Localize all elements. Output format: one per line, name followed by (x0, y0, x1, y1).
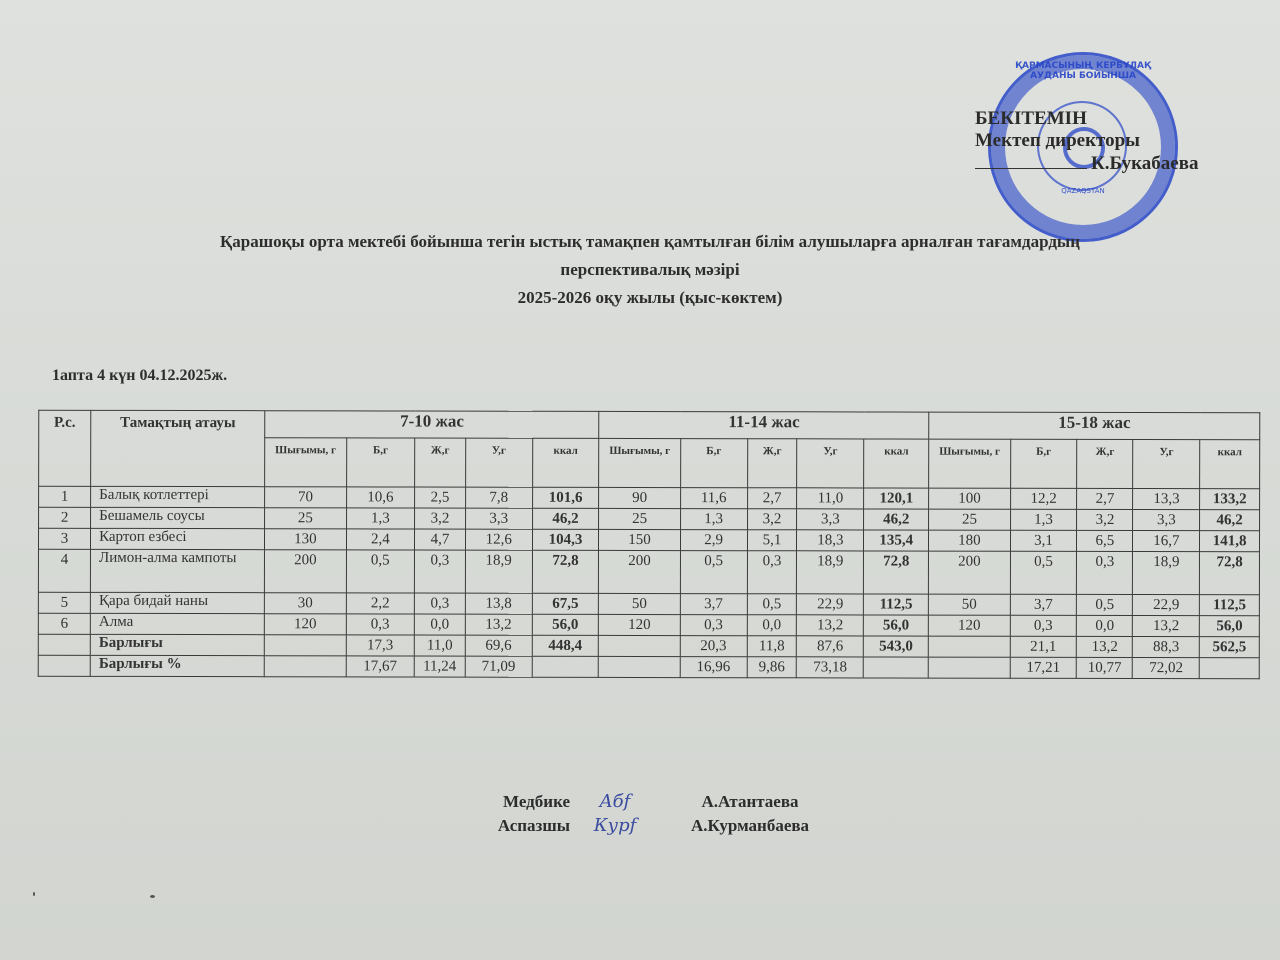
approval-heading: БЕКІТЕМІН (975, 108, 1087, 129)
paper-speck (150, 895, 155, 898)
cell-index: 6 (38, 613, 90, 634)
cell-kcal (1199, 658, 1259, 679)
cell-carbs: 3,3 (797, 509, 864, 530)
header-dish-name: Тамақтың атауы (91, 410, 265, 486)
table-row-total (38, 634, 1259, 658)
cell-protein: 0,5 (680, 551, 747, 594)
cell-index (38, 634, 90, 655)
cell-protein: 0,5 (346, 550, 415, 593)
cell-protein: 17,21 (1010, 657, 1077, 678)
cell-protein: 17,67 (346, 656, 415, 677)
header-row-age-groups (39, 410, 1260, 440)
cell-fat: 3,2 (1077, 509, 1133, 530)
cell-kcal: 56,0 (1200, 616, 1260, 637)
cell-carbs: 13,2 (1133, 616, 1200, 637)
handwritten-signature: Aбf (599, 791, 631, 812)
cell-protein: 2,2 (346, 593, 415, 614)
cell-carbs: 12,6 (465, 529, 532, 550)
cell-kcal: 72,8 (532, 550, 599, 593)
header-yield: Шығымы, г (929, 439, 1010, 488)
cell-protein: 1,3 (346, 508, 415, 529)
cell-kcal: 56,0 (532, 614, 599, 635)
cell-fat: 0,3 (414, 593, 465, 614)
cell-kcal: 135,4 (864, 530, 929, 551)
cell-yield: 200 (265, 550, 346, 593)
cell-index: 4 (38, 549, 90, 592)
approval-signatory: К.Букабаева (1091, 153, 1199, 174)
cell-protein: 3,7 (680, 594, 747, 615)
header-carbs: У,г (797, 439, 864, 488)
header-kcal: ккал (1200, 440, 1260, 489)
cell-fat: 0,0 (1077, 615, 1133, 636)
cell-kcal: 112,5 (864, 594, 929, 615)
approval-block (975, 108, 1245, 175)
cell-carbs: 88,3 (1133, 637, 1200, 658)
cell-carbs: 11,0 (797, 488, 864, 509)
cell-kcal: 56,0 (864, 615, 929, 636)
cell-kcal: 448,4 (532, 635, 599, 656)
cell-protein: 0,3 (346, 614, 415, 635)
table-row (39, 486, 1260, 510)
cell-carbs: 3,3 (465, 508, 532, 529)
header-fat: Ж,г (747, 439, 797, 488)
cell-kcal: 112,5 (1200, 595, 1260, 616)
cell-index: 2 (39, 507, 91, 528)
cell-carbs: 13,8 (465, 593, 532, 614)
cell-dish-name: Балық котлеттері (91, 486, 265, 507)
cell-protein: 10,6 (346, 487, 415, 508)
cell-yield: 120 (265, 614, 346, 635)
cell-protein: 1,3 (680, 509, 747, 530)
cell-protein: 0,3 (1010, 615, 1077, 636)
table-row (38, 528, 1259, 552)
cell-yield: 200 (599, 550, 680, 593)
cell-yield: 70 (265, 487, 346, 508)
cell-fat: 0,3 (747, 551, 797, 594)
header-fat: Ж,г (415, 438, 466, 487)
cell-protein: 11,6 (680, 488, 747, 509)
cell-total-label: Барлығы % (90, 655, 264, 676)
signers-block (470, 790, 840, 838)
cell-fat: 11,0 (414, 635, 465, 656)
menu-table-body (38, 486, 1259, 679)
cell-yield: 50 (929, 594, 1010, 615)
cell-carbs: 72,02 (1133, 658, 1200, 679)
table-row (38, 613, 1259, 637)
cell-fat: 11,8 (747, 636, 797, 657)
cell-protein: 0,3 (680, 615, 747, 636)
title-line-2: перспективалық мәзірі (560, 260, 740, 279)
header-age-15-18: 15-18 жас (929, 412, 1260, 440)
cell-yield: 30 (265, 593, 346, 614)
cell-kcal (863, 657, 928, 678)
cell-protein: 3,1 (1010, 530, 1077, 551)
cell-protein: 0,5 (1010, 551, 1077, 594)
cell-yield: 25 (599, 508, 680, 529)
cell-protein: 21,1 (1010, 636, 1077, 657)
stamp-text: ҚАРМАСЫНЫҢ КЕРБҰЛАҚ АУДАНЫ БОЙЫНША (1015, 61, 1151, 81)
header-age-7-10: 7-10 жас (265, 411, 599, 439)
signer-row-nurse (470, 790, 840, 814)
cell-dish-name: Бешамель соусы (91, 507, 265, 528)
header-kcal: ккал (864, 439, 929, 488)
cell-carbs: 13,2 (465, 614, 532, 635)
cell-fat: 6,5 (1077, 530, 1133, 551)
cell-yield: 120 (929, 615, 1010, 636)
cell-fat: 9,86 (747, 657, 797, 678)
cell-protein: 12,2 (1010, 488, 1077, 509)
table-row (39, 507, 1260, 531)
cell-kcal: 543,0 (863, 636, 928, 657)
cell-yield (928, 636, 1009, 657)
cell-fat: 2,7 (1077, 488, 1133, 509)
cell-fat: 11,24 (414, 656, 465, 677)
cell-fat: 2,7 (747, 488, 797, 509)
cell-yield: 150 (599, 529, 680, 550)
cell-carbs: 18,9 (465, 550, 532, 593)
cell-yield: 100 (929, 488, 1010, 509)
cell-carbs: 7,8 (465, 487, 532, 508)
cell-yield (264, 656, 345, 677)
signer-name: А.Курманбаева (690, 816, 810, 835)
header-yield: Шығымы, г (265, 438, 346, 487)
header-protein: Б,г (1010, 439, 1077, 488)
title-line-3: 2025-2026 оқу жылы (қыс-көктем) (517, 288, 783, 307)
header-rs: Р.с. (39, 410, 91, 486)
cell-index: 1 (39, 486, 91, 507)
cell-carbs: 87,6 (797, 636, 864, 657)
cell-fat: 0,5 (1077, 594, 1133, 615)
cell-carbs: 71,09 (465, 656, 532, 677)
cell-kcal: 120,1 (864, 488, 929, 509)
cell-yield: 90 (599, 487, 680, 508)
cell-yield: 200 (929, 551, 1010, 594)
cell-fat: 3,2 (415, 508, 466, 529)
cell-carbs: 73,18 (797, 657, 864, 678)
cell-total-label: Барлығы (90, 634, 264, 655)
cell-carbs: 69,6 (465, 635, 532, 656)
table-row (38, 549, 1259, 595)
cell-fat: 0,3 (1077, 551, 1133, 594)
header-age-11-14: 11-14 жас (599, 411, 929, 439)
cell-protein: 17,3 (346, 635, 415, 656)
cell-fat: 13,2 (1077, 636, 1133, 657)
cell-carbs: 18,9 (1133, 552, 1200, 595)
header-protein: Б,г (680, 439, 747, 488)
cell-kcal: 72,8 (864, 551, 929, 594)
cell-kcal: 562,5 (1200, 637, 1260, 658)
cell-kcal: 67,5 (532, 593, 599, 614)
cell-index (38, 655, 90, 676)
table-row-total-percent (38, 655, 1259, 679)
cell-yield (599, 635, 680, 656)
cell-carbs: 22,9 (797, 594, 864, 615)
cell-kcal: 101,6 (532, 487, 599, 508)
cell-yield (928, 657, 1009, 678)
cell-yield: 120 (599, 614, 680, 635)
cell-kcal: 141,8 (1200, 531, 1260, 552)
cell-fat: 0,0 (747, 615, 797, 636)
cell-fat: 0,0 (414, 614, 465, 635)
cell-carbs: 22,9 (1133, 595, 1200, 616)
header-carbs: У,г (1133, 440, 1200, 489)
cell-yield (264, 635, 345, 656)
cell-carbs: 16,7 (1133, 531, 1200, 552)
cell-fat: 2,5 (415, 487, 466, 508)
cell-index: 5 (38, 592, 90, 613)
table-row (38, 592, 1259, 616)
signature-underline (975, 152, 1087, 169)
approval-position: Мектеп директоры (975, 130, 1141, 151)
cell-protein: 16,96 (680, 657, 747, 678)
menu-table (38, 410, 1261, 680)
approval-signature-line (975, 152, 1245, 175)
header-yield: Шығымы, г (599, 438, 680, 487)
header-protein: Б,г (346, 438, 415, 487)
cell-yield: 25 (929, 509, 1010, 530)
cell-kcal (532, 656, 599, 677)
handwritten-signature: Курf (593, 815, 637, 836)
cell-fat: 0,5 (747, 594, 797, 615)
cell-protein: 1,3 (1010, 509, 1077, 530)
signer-role: Медбике (503, 792, 570, 811)
signer-name: А.Атантаева (701, 792, 799, 811)
signer-row-cook (470, 814, 840, 838)
cell-fat: 10,77 (1077, 657, 1133, 678)
cell-protein: 2,4 (346, 529, 415, 550)
cell-fat: 3,2 (747, 509, 797, 530)
cell-kcal: 46,2 (864, 509, 929, 530)
cell-dish-name: Картоп езбесі (91, 528, 265, 549)
cell-fat: 4,7 (415, 529, 466, 550)
signer-role: Аспазшы (497, 816, 570, 835)
cell-protein: 20,3 (680, 636, 747, 657)
cell-kcal: 72,8 (1200, 552, 1260, 595)
cell-dish-name: Қара бидай наны (90, 592, 264, 613)
cell-kcal: 46,2 (532, 508, 599, 529)
cell-index: 3 (38, 528, 90, 549)
cell-kcal: 104,3 (532, 529, 599, 550)
cell-carbs: 13,2 (797, 615, 864, 636)
cell-carbs: 13,3 (1133, 489, 1200, 510)
title-line-1: Қарашоқы орта мектебі бойынша тегін ыстық тамақпен қамтылған білім алушыларға арналған тағамдардың (219, 232, 1081, 251)
cell-yield: 130 (265, 529, 346, 550)
cell-carbs: 3,3 (1133, 510, 1200, 531)
header-kcal: ккал (532, 438, 599, 487)
cell-yield: 50 (599, 593, 680, 614)
cell-kcal: 133,2 (1200, 489, 1260, 510)
cell-fat: 5,1 (747, 530, 797, 551)
cell-protein: 2,9 (680, 530, 747, 551)
cell-yield (599, 656, 680, 677)
cell-dish-name: Лимон-алма кампоты (90, 549, 264, 592)
cell-protein: 3,7 (1010, 594, 1077, 615)
header-carbs: У,г (465, 438, 532, 487)
cell-yield: 25 (265, 508, 346, 529)
cell-dish-name: Алма (90, 613, 264, 634)
cell-carbs: 18,3 (797, 530, 864, 551)
cell-kcal: 46,2 (1200, 510, 1260, 531)
document-title (100, 228, 1200, 312)
cell-fat: 0,3 (415, 550, 466, 593)
paper-speck (33, 892, 35, 896)
cell-yield: 180 (929, 530, 1010, 551)
header-fat: Ж,г (1077, 439, 1133, 488)
cell-carbs: 18,9 (797, 551, 864, 594)
week-day-label: 1апта 4 күн 04.12.2025ж. (52, 367, 228, 384)
stamp-center-text: QAZAQSTAN (1061, 187, 1105, 195)
